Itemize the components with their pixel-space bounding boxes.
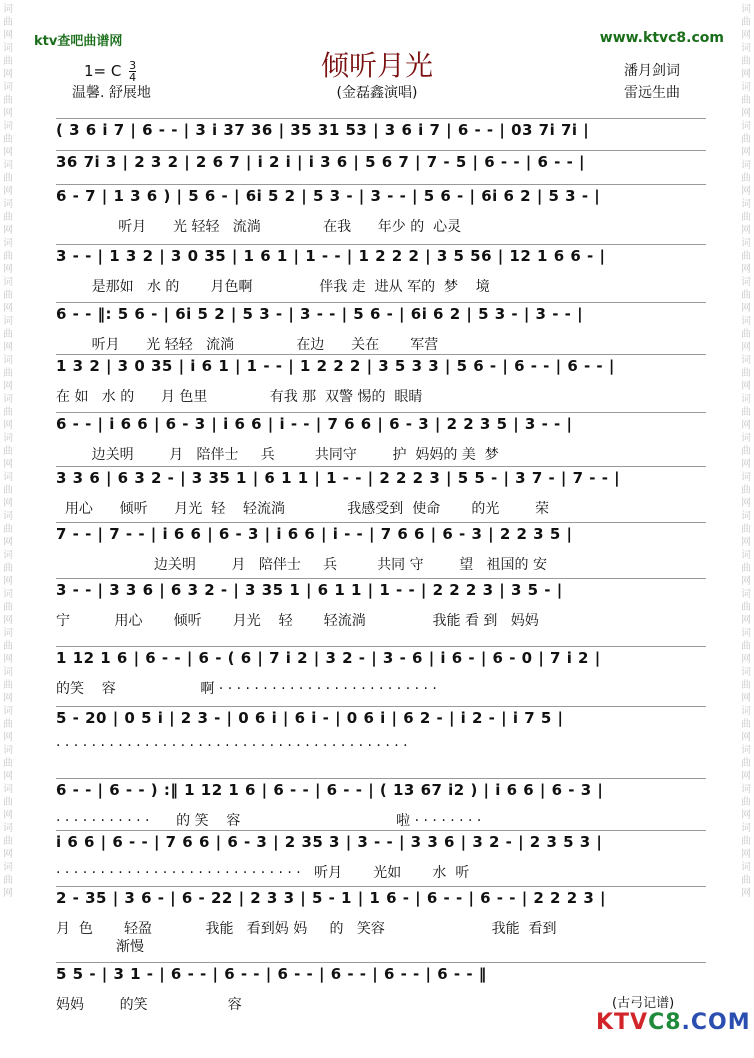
watermark-char: 网 [3, 732, 13, 743]
watermark-char: 词 [3, 745, 13, 756]
watermark-char: 词 [741, 199, 751, 210]
tempo-mood: 温馨. 舒展地 [72, 85, 151, 101]
watermark-char: 曲 [741, 212, 751, 223]
watermark-char: 网 [3, 30, 13, 41]
watermark-char: 曲 [741, 680, 751, 691]
watermark-char: 词 [3, 160, 13, 171]
watermark-char: 网 [3, 147, 13, 158]
watermark-char: 词 [3, 199, 13, 210]
watermark-char: 网 [3, 810, 13, 821]
watermark-char: 曲 [741, 602, 751, 613]
lyric-line: 边关明 月 陪伴士 兵 共同 守 望 祖国的 安 [56, 557, 548, 572]
watermark-char: 词 [741, 550, 751, 561]
watermark-char: 曲 [3, 212, 13, 223]
watermark-char: 词 [3, 4, 13, 15]
watermark-char: 词 [3, 628, 13, 639]
watermark-char: 词 [741, 394, 751, 405]
watermark-char: 词 [3, 238, 13, 249]
watermark-char: 网 [741, 186, 751, 197]
watermark-char: 曲 [741, 368, 751, 379]
watermark-char: 网 [3, 303, 13, 314]
song-title: 倾听月光 [320, 49, 433, 82]
watermark-char: 曲 [3, 446, 13, 457]
watermark-char: 曲 [3, 563, 13, 574]
site-name-left[interactable]: ktv查吧曲谱网 [34, 34, 123, 49]
watermark-char: 网 [741, 264, 751, 275]
watermark-char: 曲 [741, 134, 751, 145]
notation-line: 1 12 1 6 | 6 - - | 6 - ( 6 | 7 i 2 | 3 2 - | 3 - 6 | i 6 - | 6 - 0 | 7 i 2 | [56, 646, 706, 669]
watermark-left [0, 0, 16, 1058]
watermark-char: 网 [741, 420, 751, 431]
watermark-char: 曲 [741, 719, 751, 730]
watermark-char: 曲 [741, 524, 751, 535]
lyric-line: 边关明 月 陪伴士 兵 共同守 护 妈妈的 美 梦 [56, 447, 499, 462]
watermark-char: 曲 [3, 875, 13, 886]
watermark-char: 词 [3, 82, 13, 93]
watermark-char: 曲 [741, 485, 751, 496]
watermark-char: 曲 [741, 17, 751, 28]
watermark-char: 网 [741, 147, 751, 158]
watermark-char: 词 [741, 823, 751, 834]
watermark-char: 曲 [741, 563, 751, 574]
lyric-line: 听月 光 轻轻 流淌 在边 关在 军营 [56, 337, 439, 352]
notation-line: 5 - 20 | 0 5 i | 2 3 - | 0 6 i | 6 i - | 0 6 i | 6 2 - | i 2 - | i 7 5 | [56, 706, 706, 729]
watermark-char: 网 [3, 264, 13, 275]
lyricist: 潘月剑词 [624, 63, 680, 79]
watermark-char: 网 [3, 654, 13, 665]
watermark-char: 曲 [741, 173, 751, 184]
watermark-char: 网 [3, 108, 13, 119]
lyric-line: 月 色 轻盈 我能 看到妈 妈 的 笑容 我能 看到 [56, 921, 557, 936]
watermark-char: 网 [3, 888, 13, 899]
watermark-char: 词 [741, 667, 751, 678]
time-top: 3 [129, 59, 137, 72]
watermark-char: 网 [3, 849, 13, 860]
watermark-char: 词 [3, 589, 13, 600]
lyric-line: · · · · · · · · · · · 的 笑 容 啦 · · · · · · · · [56, 813, 482, 828]
watermark-char: 词 [3, 433, 13, 444]
watermark-char: 曲 [741, 95, 751, 106]
watermark-char: 词 [741, 628, 751, 639]
watermark-char: 词 [741, 433, 751, 444]
watermark-char: 曲 [3, 251, 13, 262]
logo-part-ktv: KTV [596, 1010, 649, 1035]
watermark-char: 曲 [3, 641, 13, 652]
lyric-line: 听月 光 轻轻 流淌 在我 年少 的 心灵 [56, 219, 462, 234]
lyric-line: 用心 倾听 月光 轻 轻流淌 我感受到 使命 的光 荣 [56, 501, 549, 516]
watermark-char: 网 [741, 771, 751, 782]
watermark-char: 词 [3, 277, 13, 288]
watermark-char: 词 [3, 394, 13, 405]
watermark-char: 网 [741, 654, 751, 665]
watermark-char: 词 [741, 511, 751, 522]
watermark-char: 词 [3, 316, 13, 327]
tempo-marking-ritardando: 渐慢 [116, 939, 144, 955]
watermark-right [738, 0, 754, 1058]
notation-line: ( 3 6 i 7 | 6 - - | 3 i 37 36 | 35 31 53 | 3 6 i 7 | 6 - - | 03 7i 7i | [56, 118, 706, 141]
watermark-char: 曲 [3, 797, 13, 808]
watermark-char: 词 [3, 43, 13, 54]
watermark-char: 网 [3, 771, 13, 782]
watermark-char: 曲 [3, 407, 13, 418]
watermark-char: 曲 [3, 56, 13, 67]
watermark-char: 网 [3, 381, 13, 392]
watermark-char: 曲 [741, 641, 751, 652]
watermark-char: 词 [741, 862, 751, 873]
time-bottom: 4 [129, 71, 137, 84]
watermark-char: 网 [741, 615, 751, 626]
watermark-char: 词 [741, 43, 751, 54]
watermark-char: 词 [3, 862, 13, 873]
lyric-line: 是那如 水 的 月色啊 伴我 走 进从 军的 梦 境 [56, 279, 490, 294]
watermark-char: 网 [3, 225, 13, 236]
watermark-char: 网 [741, 108, 751, 119]
lyric-line: 在 如 水 的 月 色里 有我 那 双警 惕的 眼睛 [56, 389, 423, 404]
watermark-char: 曲 [3, 17, 13, 28]
watermark-char: 曲 [741, 290, 751, 301]
watermark-char: 词 [741, 316, 751, 327]
watermark-char: 曲 [741, 251, 751, 262]
watermark-char: 词 [3, 355, 13, 366]
lyric-line: · · · · · · · · · · · · · · · · · · · · · · · · · · · · · · · · · · · · · · · · [56, 738, 408, 754]
watermark-char: 词 [741, 4, 751, 15]
watermark-char: 曲 [3, 836, 13, 847]
watermark-char: 网 [741, 576, 751, 587]
watermark-char: 网 [741, 849, 751, 860]
watermark-char: 词 [3, 784, 13, 795]
watermark-char: 网 [3, 498, 13, 509]
notation-line: 2 - 35 | 3 6 - | 6 - 22 | 2 3 3 | 5 - 1 | 1 6 - | 6 - - | 6 - - | 2 2 2 3 | [56, 886, 706, 909]
watermark-char: 词 [741, 121, 751, 132]
watermark-char: 网 [741, 810, 751, 821]
performer: (金磊鑫演唱) [336, 85, 418, 101]
watermark-char: 曲 [741, 836, 751, 847]
transcriber-credit: (古弓记谱) [612, 996, 675, 1011]
notation-line: 1 3 2 | 3 0 35 | i 6 1 | 1 - - | 1 2 2 2 | 3 5 3 3 | 5 6 - | 6 - - | 6 - - | [56, 354, 706, 377]
watermark-char: 网 [741, 498, 751, 509]
logo-part-c8: C8 [648, 1010, 682, 1035]
watermark-char: 词 [741, 784, 751, 795]
watermark-char: 词 [3, 511, 13, 522]
watermark-char: 曲 [741, 329, 751, 340]
watermark-char: 网 [741, 30, 751, 41]
watermark-char: 网 [741, 537, 751, 548]
watermark-char: 曲 [3, 368, 13, 379]
watermark-char: 网 [741, 381, 751, 392]
notation-line: 3 - - | 1 3 2 | 3 0 35 | 1 6 1 | 1 - - | 1 2 2 2 | 3 5 56 | 12 1 6 6 - | [56, 244, 706, 267]
watermark-char: 网 [741, 303, 751, 314]
watermark-char: 曲 [741, 446, 751, 457]
watermark-char: 曲 [3, 602, 13, 613]
watermark-char: 词 [3, 550, 13, 561]
notation-line: 6 - - | 6 - - ) :‖ 1 12 1 6 | 6 - - | 6 - - | ( 13 67 i2 ) | i 6 6 | 6 - 3 | [56, 778, 706, 801]
watermark-char: 网 [3, 576, 13, 587]
watermark-char: 词 [741, 82, 751, 93]
composer: 雷远生曲 [624, 85, 680, 101]
watermark-char: 网 [3, 537, 13, 548]
watermark-char: 词 [3, 472, 13, 483]
watermark-char: 曲 [3, 134, 13, 145]
notation-line: 6 - - ‖: 5 6 - | 6i 5 2 | 5 3 - | 3 - - | 5 6 - | 6i 6 2 | 5 3 - | 3 - - | [56, 302, 706, 325]
site-logo [596, 1010, 751, 1035]
time-signature [129, 60, 136, 83]
notation-line: 3 - - | 3 3 6 | 6 3 2 - | 3 35 1 | 6 1 1 | 1 - - | 2 2 2 3 | 3 5 - | [56, 578, 706, 601]
lyric-line: 宁 用心 倾听 月光 轻 轻流淌 我能 看 到 妈妈 [56, 613, 539, 628]
watermark-char: 曲 [741, 797, 751, 808]
watermark-char: 词 [3, 706, 13, 717]
watermark-char: 词 [741, 589, 751, 600]
lyric-line: 妈妈 的笑 容 [56, 997, 242, 1012]
watermark-char: 曲 [3, 290, 13, 301]
watermark-char: 词 [3, 823, 13, 834]
watermark-char: 网 [741, 888, 751, 899]
watermark-char: 曲 [3, 485, 13, 496]
watermark-char: 词 [741, 238, 751, 249]
watermark-char: 词 [741, 745, 751, 756]
watermark-char: 词 [741, 355, 751, 366]
watermark-char: 曲 [741, 407, 751, 418]
watermark-char: 网 [3, 420, 13, 431]
watermark-char: 曲 [3, 95, 13, 106]
watermark-char: 网 [3, 186, 13, 197]
watermark-char: 词 [741, 277, 751, 288]
key-signature [84, 60, 136, 83]
watermark-char: 网 [3, 615, 13, 626]
watermark-char: 词 [3, 121, 13, 132]
watermark-char: 曲 [3, 524, 13, 535]
watermark-char: 曲 [741, 875, 751, 886]
watermark-char: 词 [741, 706, 751, 717]
lyric-line: 的笑 容 啊 · · · · · · · · · · · · · · · · · · · · · · · · · [56, 681, 437, 696]
watermark-char: 网 [741, 69, 751, 80]
key-label: 1= C [84, 62, 122, 80]
notation-line: 3 3 6 | 6 3 2 - | 3 35 1 | 6 1 1 | 1 - - | 2 2 2 3 | 5 5 - | 3 7 - | 7 - - | [56, 466, 706, 489]
watermark-char: 网 [741, 459, 751, 470]
watermark-char: 曲 [3, 173, 13, 184]
watermark-char: 网 [741, 693, 751, 704]
watermark-char: 曲 [741, 758, 751, 769]
watermark-char: 网 [3, 69, 13, 80]
watermark-char: 曲 [3, 329, 13, 340]
watermark-char: 网 [3, 342, 13, 353]
watermark-char: 网 [741, 225, 751, 236]
watermark-char: 词 [741, 472, 751, 483]
watermark-char: 网 [3, 693, 13, 704]
site-url-right[interactable]: www.ktvc8.com [599, 30, 724, 46]
notation-line: 6 - - | i 6 6 | 6 - 3 | i 6 6 | i - - | 7 6 6 | 6 - 3 | 2 2 3 5 | 3 - - | [56, 412, 706, 435]
watermark-char: 曲 [3, 719, 13, 730]
notation-line: 5 5 - | 3 1 - | 6 - - | 6 - - | 6 - - | 6 - - | 6 - - | 6 - - ‖ [56, 962, 706, 985]
watermark-char: 曲 [3, 758, 13, 769]
watermark-char: 词 [3, 667, 13, 678]
lyric-line: · · · · · · · · · · · · · · · · · · · · · · · · · · · · 听月 光如 水 听 [56, 865, 470, 880]
notation-line: 36 7i 3 | 2 3 2 | 2 6 7 | i 2 i | i 3 6 | 5 6 7 | 7 - 5 | 6 - - | 6 - - | [56, 150, 706, 173]
watermark-char: 曲 [741, 56, 751, 67]
watermark-char: 网 [3, 459, 13, 470]
notation-line: i 6 6 | 6 - - | 7 6 6 | 6 - 3 | 2 35 3 | 3 - - | 3 3 6 | 3 2 - | 2 3 5 3 | [56, 830, 706, 853]
watermark-char: 网 [741, 342, 751, 353]
notation-line: 6 - 7 | 1 3 6 ) | 5 6 - | 6i 5 2 | 5 3 - | 3 - - | 5 6 - | 6i 6 2 | 5 3 - | [56, 184, 706, 207]
notation-line: 7 - - | 7 - - | i 6 6 | 6 - 3 | i 6 6 | i - - | 7 6 6 | 6 - 3 | 2 2 3 5 | [56, 522, 706, 545]
watermark-char: 词 [741, 160, 751, 171]
watermark-char: 网 [741, 732, 751, 743]
logo-part-com: .COM [681, 1010, 751, 1035]
watermark-char: 曲 [3, 680, 13, 691]
